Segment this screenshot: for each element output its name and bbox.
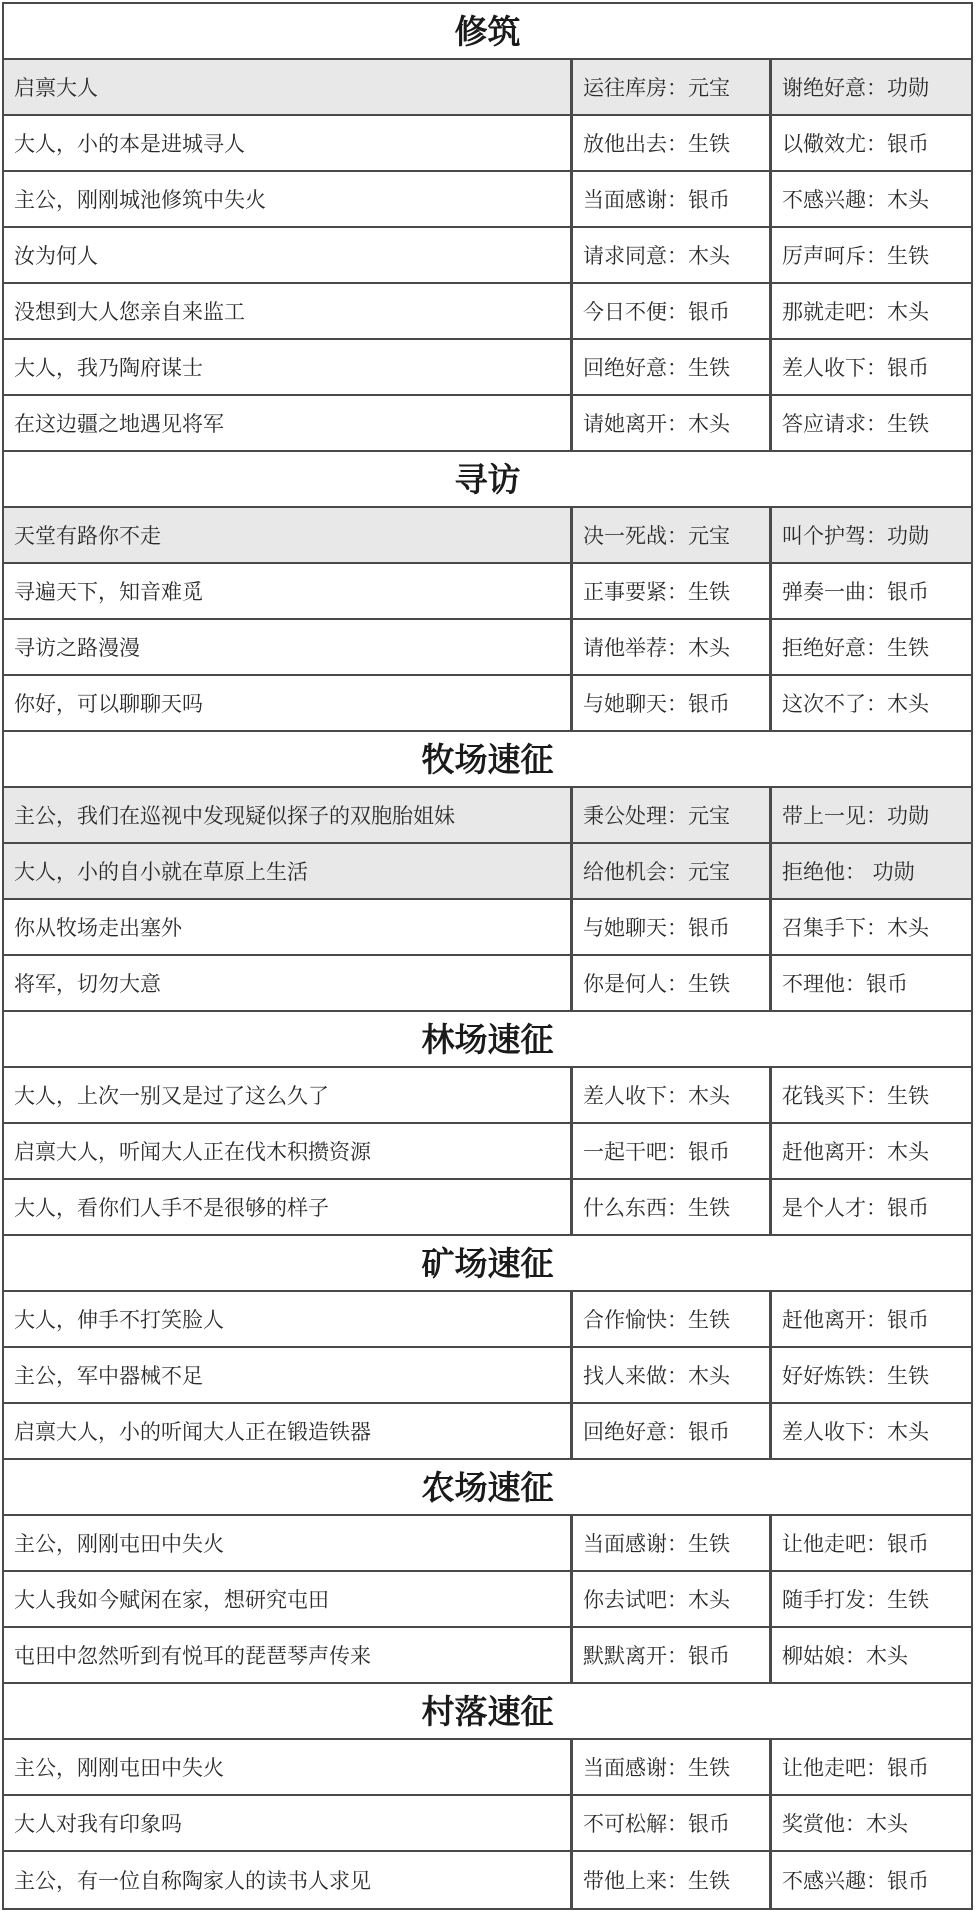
option-b: 带上一见：功勋 xyxy=(782,804,929,828)
option-b: 赶他离开：木头 xyxy=(782,1140,929,1164)
section-title: 林场速征 xyxy=(4,1012,971,1068)
table-row xyxy=(4,1628,971,1684)
option-a: 决一死战：元宝 xyxy=(573,508,772,562)
option-a: 正事要紧：生铁 xyxy=(573,564,772,618)
table-row xyxy=(4,564,971,620)
option-b: 答应请求：生铁 xyxy=(782,412,929,436)
event-text: 寻遍天下，知音难觅 xyxy=(4,564,573,618)
event-text: 在这边疆之地遇见将军 xyxy=(4,396,573,450)
event-text: 大人，上次一别又是过了这么久了 xyxy=(4,1068,573,1122)
event-text: 启禀大人，小的听闻大人正在锻造铁器 xyxy=(4,1404,573,1458)
option-b: 赶他离开：银币 xyxy=(782,1308,929,1332)
table-row xyxy=(4,508,971,564)
table-row xyxy=(4,1068,971,1124)
event-text: 大人对我有印象吗 xyxy=(4,1796,573,1850)
option-a: 你是何人：生铁 xyxy=(573,956,772,1010)
option-b: 不感兴趣：木头 xyxy=(782,188,929,212)
table-row xyxy=(4,676,971,732)
option-a: 不可松解：银币 xyxy=(573,1796,772,1850)
table-row xyxy=(4,284,971,340)
table-row xyxy=(4,1404,971,1460)
table-row xyxy=(4,60,971,116)
option-b: 奖赏他：木头 xyxy=(782,1812,908,1836)
table-row xyxy=(4,1572,971,1628)
option-a: 回绝好意：生铁 xyxy=(573,340,772,394)
option-a: 一起干吧：银币 xyxy=(573,1124,772,1178)
option-b: 不理他：银币 xyxy=(782,972,908,996)
option-a: 当面感谢：银币 xyxy=(573,172,772,226)
table-row xyxy=(4,228,971,284)
option-a: 默默离开：银币 xyxy=(573,1628,772,1682)
event-text: 主公，刚刚城池修筑中失火 xyxy=(4,172,573,226)
option-a: 什么东西：生铁 xyxy=(573,1180,772,1234)
table-row xyxy=(4,116,971,172)
section-title: 寻访 xyxy=(4,452,971,508)
section-title: 农场速征 xyxy=(4,1460,971,1516)
event-text: 你好，可以聊聊天吗 xyxy=(4,676,573,730)
option-b: 差人收下：木头 xyxy=(782,1420,929,1444)
option-b: 随手打发：生铁 xyxy=(782,1588,929,1612)
option-b: 召集手下：木头 xyxy=(782,916,929,940)
option-b: 不感兴趣：银币 xyxy=(782,1869,929,1893)
table-row xyxy=(4,1740,971,1796)
option-a: 给他机会：元宝 xyxy=(573,844,772,898)
event-text: 汝为何人 xyxy=(4,228,573,282)
event-text: 大人我如今赋闲在家，想研究屯田 xyxy=(4,1572,573,1626)
table-row xyxy=(4,1796,971,1852)
table-row xyxy=(4,396,971,452)
section-title: 村落速征 xyxy=(4,1684,971,1740)
option-a: 请她离开：木头 xyxy=(573,396,772,450)
option-a: 当面感谢：生铁 xyxy=(573,1516,772,1570)
event-text: 主公，我们在巡视中发现疑似探子的双胞胎姐妹 xyxy=(4,788,573,842)
option-b: 弹奏一曲：银币 xyxy=(782,580,929,604)
option-b: 以儆效尤：银币 xyxy=(782,132,929,156)
event-text: 寻访之路漫漫 xyxy=(4,620,573,674)
option-a: 找人来做：木头 xyxy=(573,1348,772,1402)
table-row xyxy=(4,900,971,956)
event-options-table xyxy=(2,2,973,1910)
option-a: 请他举荐：木头 xyxy=(573,620,772,674)
event-text: 大人，看你们人手不是很够的样子 xyxy=(4,1180,573,1234)
event-text: 主公，军中器械不足 xyxy=(4,1348,573,1402)
option-a: 放他出去：生铁 xyxy=(573,116,772,170)
option-b: 谢绝好意：功勋 xyxy=(782,76,929,100)
event-text: 主公，刚刚屯田中失火 xyxy=(4,1740,573,1794)
option-a: 你去试吧：木头 xyxy=(573,1572,772,1626)
table-row xyxy=(4,1180,971,1236)
table-row xyxy=(4,788,971,844)
event-text: 大人，我乃陶府谋士 xyxy=(4,340,573,394)
option-a: 运往库房：元宝 xyxy=(573,60,772,114)
option-b: 差人收下：银币 xyxy=(782,356,929,380)
table-row xyxy=(4,1124,971,1180)
section-title: 修筑 xyxy=(4,4,971,60)
event-text: 启禀大人，听闻大人正在伐木积攒资源 xyxy=(4,1124,573,1178)
option-a: 请求同意：木头 xyxy=(573,228,772,282)
event-text: 启禀大人 xyxy=(4,60,573,114)
option-b: 好好炼铁：生铁 xyxy=(782,1364,929,1388)
option-a: 当面感谢：生铁 xyxy=(573,1740,772,1794)
event-text: 大人，小的自小就在草原上生活 xyxy=(4,844,573,898)
event-text: 将军，切勿大意 xyxy=(4,956,573,1010)
option-b: 厉声呵斥：生铁 xyxy=(782,244,929,268)
event-text: 大人，伸手不打笑脸人 xyxy=(4,1292,573,1346)
option-b: 让他走吧：银币 xyxy=(782,1756,929,1780)
table-row xyxy=(4,1348,971,1404)
option-b: 是个人才：银币 xyxy=(782,1196,929,1220)
table-row xyxy=(4,340,971,396)
option-b: 这次不了：木头 xyxy=(782,692,929,716)
event-text: 没想到大人您亲自来监工 xyxy=(4,284,573,338)
option-a: 秉公处理：元宝 xyxy=(573,788,772,842)
event-text: 主公，刚刚屯田中失火 xyxy=(4,1516,573,1570)
option-a: 与她聊天：银币 xyxy=(573,676,772,730)
table-row xyxy=(4,1516,971,1572)
table-row xyxy=(4,1852,971,1908)
table-row xyxy=(4,620,971,676)
option-a: 与她聊天：银币 xyxy=(573,900,772,954)
option-b: 拒绝好意：生铁 xyxy=(782,636,929,660)
option-a: 回绝好意：银币 xyxy=(573,1404,772,1458)
option-b: 拒绝他： 功勋 xyxy=(782,860,915,884)
option-b: 柳姑娘：木头 xyxy=(782,1644,908,1668)
option-a: 带他上来：生铁 xyxy=(573,1852,772,1908)
option-b: 那就走吧：木头 xyxy=(782,300,929,324)
option-b: 让他走吧：银币 xyxy=(782,1532,929,1556)
option-a: 差人收下：木头 xyxy=(573,1068,772,1122)
section-title: 矿场速征 xyxy=(4,1236,971,1292)
option-b: 花钱买下：生铁 xyxy=(782,1084,929,1108)
table-row xyxy=(4,1292,971,1348)
table-row xyxy=(4,956,971,1012)
table-row xyxy=(4,172,971,228)
event-text: 主公，有一位自称陶家人的读书人求见 xyxy=(4,1852,573,1908)
option-a: 今日不便：银币 xyxy=(573,284,772,338)
event-text: 你从牧场走出塞外 xyxy=(4,900,573,954)
event-text: 屯田中忽然听到有悦耳的琵琶琴声传来 xyxy=(4,1628,573,1682)
event-text: 大人，小的本是进城寻人 xyxy=(4,116,573,170)
event-text: 天堂有路你不走 xyxy=(4,508,573,562)
table-row xyxy=(4,844,971,900)
option-a: 合作愉快：生铁 xyxy=(573,1292,772,1346)
section-title: 牧场速征 xyxy=(4,732,971,788)
option-b: 叫个护驾：功勋 xyxy=(782,524,929,548)
